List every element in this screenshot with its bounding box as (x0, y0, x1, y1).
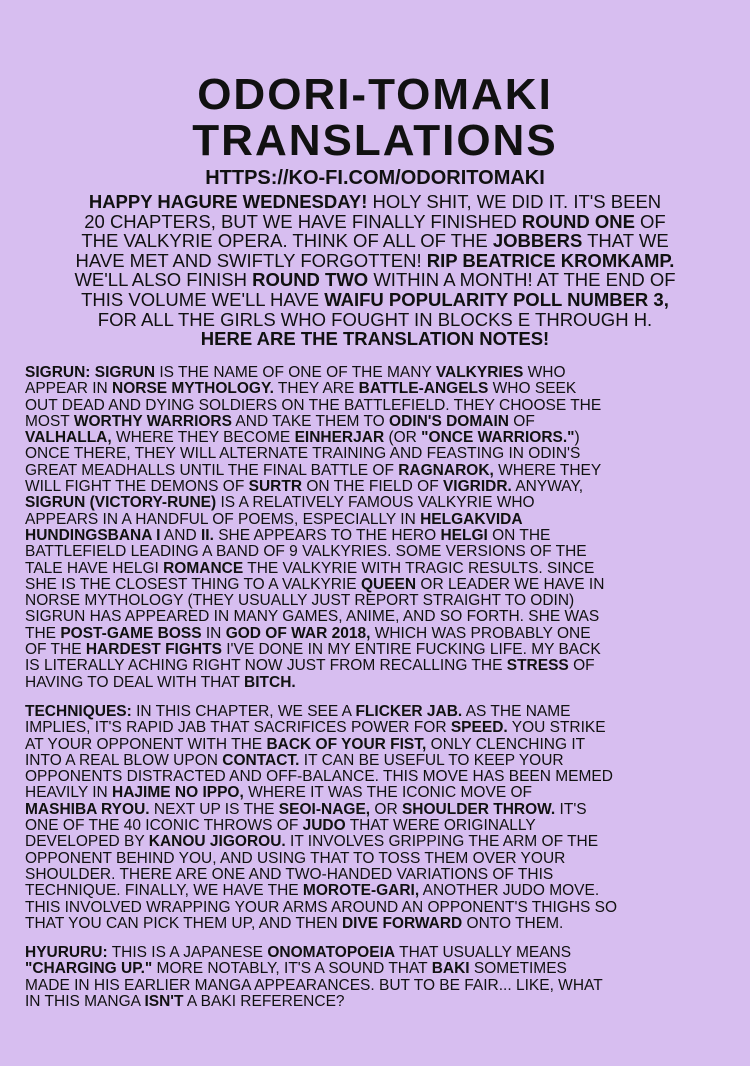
bold-text: HELGI (440, 526, 488, 544)
bold-text: BITCH. (244, 673, 296, 691)
bold-text: MASHIBA RYOU. (25, 800, 150, 818)
page-title-line-2: TRANSLATIONS (192, 116, 558, 165)
text-line (0, 251, 750, 271)
text-line (0, 544, 750, 560)
bold-text: VALKYRIES (435, 364, 524, 381)
text-line (0, 720, 750, 736)
text: THEY ARE (273, 380, 359, 398)
bold-text: SIGRUN (VICTORY-RUNE) (25, 494, 217, 512)
text: ON THE FIELD OF (302, 478, 443, 496)
bold-text: VIGRIDR. (442, 478, 512, 496)
text: WILL FIGHT THE DEMONS OF (25, 478, 249, 496)
bold-text: BACK OF YOUR FIST, (266, 735, 427, 753)
text: MORE NOTABLY, IT'S A SOUND THAT (152, 960, 432, 978)
text-line (0, 883, 750, 899)
text: A BAKI REFERENCE? (183, 992, 345, 1010)
text: THE (25, 624, 61, 642)
bold-text: RAGNAROK, (398, 461, 494, 479)
text: ANYWAY, (511, 478, 584, 496)
text-line (0, 978, 750, 994)
bold-text: SEOI-NAGE, (278, 800, 371, 818)
text-line (0, 231, 750, 251)
text-line (0, 512, 750, 528)
bold-text: II. (200, 526, 214, 544)
text-line (0, 577, 750, 593)
text: OF (634, 210, 666, 232)
text: IN (201, 624, 226, 642)
text-line (0, 365, 750, 381)
text: AND (160, 526, 201, 544)
text-line (0, 737, 750, 753)
text: TALE HAVE HELGI (25, 559, 164, 577)
bold-text: ISN'T (144, 992, 184, 1010)
bold-text: HAJIME NO IPPO, (112, 784, 244, 802)
bold-text: ROUND TWO (252, 269, 369, 291)
bold-text: DIVE FORWARD (341, 914, 463, 932)
text: IT INVOLVES GRIPPING THE ARM OF THE (285, 833, 599, 851)
text: (OR (384, 429, 422, 447)
text: IMPLIES, IT'S RAPID JAB THAT SACRIFICES POWER FOR (25, 719, 451, 737)
text: ONE OF THE 40 ICONIC THROWS OF (25, 817, 303, 835)
intro-paragraph (0, 192, 750, 349)
bold-text: HERE ARE THE TRANSLATION NOTES! (200, 328, 550, 350)
text: WHERE IT WAS THE ICONIC MOVE OF (243, 784, 532, 802)
translation-notes (0, 365, 750, 1023)
text-line (0, 818, 750, 834)
text-line (0, 381, 750, 397)
text-line (0, 867, 750, 883)
text: INTO A REAL BLOW UPON (25, 751, 223, 769)
bold-text: RIP BEATRICE KROMKAMP. (426, 249, 675, 271)
bold-text: NORSE MYTHOLOGY. (112, 380, 274, 398)
text: NEXT UP IS THE (149, 800, 279, 818)
text-line (0, 495, 750, 511)
text-line (0, 851, 750, 867)
text: GREAT MEADHALLS UNTIL THE FINAL BATTLE OF (25, 461, 399, 479)
text-line (0, 609, 750, 625)
text: NORSE MYTHOLOGY (THEY USUALLY JUST REPORT STRAIGHT TO ODIN) (25, 592, 575, 610)
text: WHO (523, 364, 566, 381)
text: IT'S (555, 800, 587, 818)
text: WHO SEEK (488, 380, 577, 398)
text: WE'LL ALSO FINISH (74, 269, 253, 291)
text: FOR ALL THE GIRLS WHO FOUGHT IN BLOCKS E THROUGH H. (97, 308, 653, 330)
text: OPPONENTS DISTRACTED AND OFF-BALANCE. THIS MOVE HAS BEEN MEMED (25, 768, 613, 786)
text: SOMETIMES (469, 960, 567, 978)
text: ONTO THEM. (462, 914, 564, 932)
text-line (0, 329, 750, 349)
text: BATTLEFIELD LEADING A BAND OF 9 VALKYRIES. SOME VERSIONS OF THE (25, 543, 587, 561)
text: I'VE DONE IN MY ENTIRE FUCKING LIFE. MY BACK (221, 641, 601, 659)
text-line (0, 528, 750, 544)
text-line (0, 753, 750, 769)
text: OF (508, 412, 535, 430)
text: SHE IS THE CLOSEST THING TO A VALKYRIE (25, 575, 361, 593)
text-line (0, 561, 750, 577)
bold-text: KANOU JIGOROU. (148, 833, 286, 851)
text: THE VALKYRIE WITH TRAGIC RESULTS. SINCE (243, 559, 595, 577)
bold-text: HELGAKVIDA (420, 510, 523, 528)
bold-text: CONTACT. (222, 751, 300, 769)
text: ONLY CLENCHING IT (426, 735, 586, 753)
bold-text: JOBBERS (492, 230, 583, 252)
note-techniques (0, 704, 750, 932)
text-line (0, 675, 750, 691)
text: HOLY SHIT, WE DID IT. IT'S BEEN (367, 191, 662, 212)
text: IS A RELATIVELY FAMOUS VALKYRIE WHO (216, 494, 535, 512)
bold-text: HARDEST FIGHTS (85, 641, 222, 659)
text: ) (574, 429, 580, 447)
text-line (0, 626, 750, 642)
text: IS LITERALLY ACHING RIGHT NOW JUST FROM RECALLING THE (25, 657, 507, 675)
kofi-link[interactable]: HTTPS://KO-FI.COM/ODORITOMAKI (205, 167, 545, 189)
text: IN THIS MANGA (25, 992, 145, 1010)
bold-text: SHOULDER THROW. (401, 800, 556, 818)
text: HAVING TO DEAL WITH THAT (25, 673, 245, 691)
bold-text: EINHERJAR (294, 429, 385, 447)
bold-text: SURTR (248, 478, 303, 496)
note-hyururu (0, 945, 750, 1010)
text: MOST (25, 412, 74, 430)
text: THAT YOU CAN PICK THEM UP, AND THEN (25, 914, 342, 932)
bold-text: BAKI (431, 960, 470, 978)
text: AS THE NAME (462, 702, 571, 720)
text-line (0, 479, 750, 495)
text-line (0, 212, 750, 232)
bold-text: POST-GAME BOSS (60, 624, 202, 642)
bold-text: MOROTE-GARI, (302, 882, 420, 900)
text: THIS VOLUME WE'LL HAVE (81, 288, 325, 310)
text: SHE APPEARS TO THE HERO (213, 526, 441, 544)
text: OF THE (25, 641, 86, 659)
bold-text: JUDO (302, 817, 346, 835)
text: DEVELOPED BY (25, 833, 149, 851)
bold-text: WORTHY WARRIORS (73, 412, 232, 430)
text-line (0, 769, 750, 785)
text: ON THE (487, 526, 551, 544)
bold-text: STRESS (506, 657, 569, 675)
text: 20 CHAPTERS, BUT WE HAVE FINALLY FINISHED (84, 210, 522, 232)
text-line (0, 642, 750, 658)
text-line (0, 916, 750, 932)
text-line (0, 290, 750, 310)
bold-text: WAIFU POPULARITY POLL NUMBER 3, (324, 288, 669, 310)
text-line (0, 446, 750, 462)
text: APPEAR IN (25, 380, 112, 398)
bold-text: HUNDINGSBANA I (25, 526, 161, 544)
bold-text: GOD OF WAR 2018, (225, 624, 371, 642)
text: IN THIS CHAPTER, WE SEE A (131, 702, 356, 720)
text: SHOULDER. THERE ARE ONE AND TWO-HANDED VARIATIONS OF THIS (25, 865, 554, 883)
text: THIS INVOLVED WRAPPING YOUR ARMS AROUND AN OPPONENT'S THIGHS SO (25, 898, 618, 916)
text-line (0, 430, 750, 446)
page-title-line-1: ODORI-TOMAKI (197, 70, 553, 119)
text: THAT USUALLY MEANS (395, 944, 572, 962)
text: OUT DEAD AND DYING SOLDIERS ON THE BATTLEFIELD. THEY CHOOSE THE (25, 396, 602, 414)
text-line (0, 785, 750, 801)
text: ANOTHER JUDO MOVE. (419, 882, 600, 900)
bold-text: HAPPY HAGURE WEDNESDAY! (88, 191, 368, 212)
text: WHERE THEY BECOME (111, 429, 295, 447)
text: MADE IN HIS EARLIER MANGA APPEARANCES. BUT TO BE FAIR... LIKE, WHAT (25, 976, 603, 994)
bold-text: ROUND ONE (521, 210, 635, 232)
text: OPPONENT BEHIND YOU, AND USING THAT TO TOSS THEM OVER YOUR (25, 849, 566, 867)
bold-text: FLICKER JAB. (355, 702, 463, 720)
text-line (0, 310, 750, 330)
text: AND TAKE THEM TO (231, 412, 390, 430)
bold-text: BATTLE-ANGELS (358, 380, 489, 398)
bold-text: "ONCE WARRIORS." (421, 429, 575, 447)
text: IS THE NAME OF ONE OF THE MANY (155, 364, 436, 381)
text: OF (568, 657, 595, 675)
bold-text: SIGRUN: SIGRUN (25, 364, 156, 381)
text: YOU STRIKE (507, 719, 606, 737)
text-line (0, 834, 750, 850)
text: WITHIN A MONTH! AT THE END OF (368, 269, 676, 291)
text-line (0, 270, 750, 290)
text: HEAVILY IN (25, 784, 113, 802)
text-line (0, 900, 750, 916)
bold-text: VALHALLA, (25, 429, 112, 447)
text-line (0, 192, 750, 212)
text: ONCE THERE, THEY WILL ALTERNATE TRAINING AND FEASTING IN ODIN'S (25, 445, 581, 463)
note-sigrun (0, 365, 750, 691)
text: AT YOUR OPPONENT WITH THE (25, 735, 267, 753)
bold-text: "CHARGING UP." (25, 960, 153, 978)
text: APPEARS IN A HANDFUL OF POEMS, ESPECIALLY IN (25, 510, 421, 528)
text-line (0, 398, 750, 414)
text: IT CAN BE USEFUL TO KEEP YOUR (299, 751, 564, 769)
text: OR LEADER WE HAVE IN (416, 575, 605, 593)
text-line (0, 704, 750, 720)
text-line (0, 658, 750, 674)
text: TECHNIQUE. FINALLY, WE HAVE THE (25, 882, 303, 900)
text-line (0, 802, 750, 818)
text: OR (370, 800, 402, 818)
text-line (0, 994, 750, 1010)
bold-text: TECHNIQUES: (25, 702, 132, 720)
text: WHERE THEY (493, 461, 602, 479)
text-line (0, 593, 750, 609)
text-line (0, 961, 750, 977)
text: WHICH WAS PROBABLY ONE (370, 624, 591, 642)
text: THE VALKYRIE OPERA. THINK OF ALL OF THE (81, 230, 493, 252)
bold-text: ODIN'S DOMAIN (389, 412, 509, 430)
bold-text: ONOMATOPOEIA (267, 944, 396, 962)
text: THIS IS A JAPANESE (107, 944, 268, 962)
bold-text: HYURURU: (25, 944, 108, 962)
bold-text: SPEED. (450, 719, 508, 737)
text: THAT WERE ORIGINALLY (345, 817, 536, 835)
bold-text: ROMANCE (163, 559, 244, 577)
text-line (0, 463, 750, 479)
text-line (0, 414, 750, 430)
text: SIGRUN HAS APPEARED IN MANY GAMES, ANIME, AND SO FORTH. SHE WAS (25, 608, 600, 626)
text: THAT WE (582, 230, 669, 252)
text-line (0, 945, 750, 961)
text: HAVE MET AND SWIFTLY FORGOTTEN! (75, 249, 427, 271)
bold-text: QUEEN (360, 575, 417, 593)
